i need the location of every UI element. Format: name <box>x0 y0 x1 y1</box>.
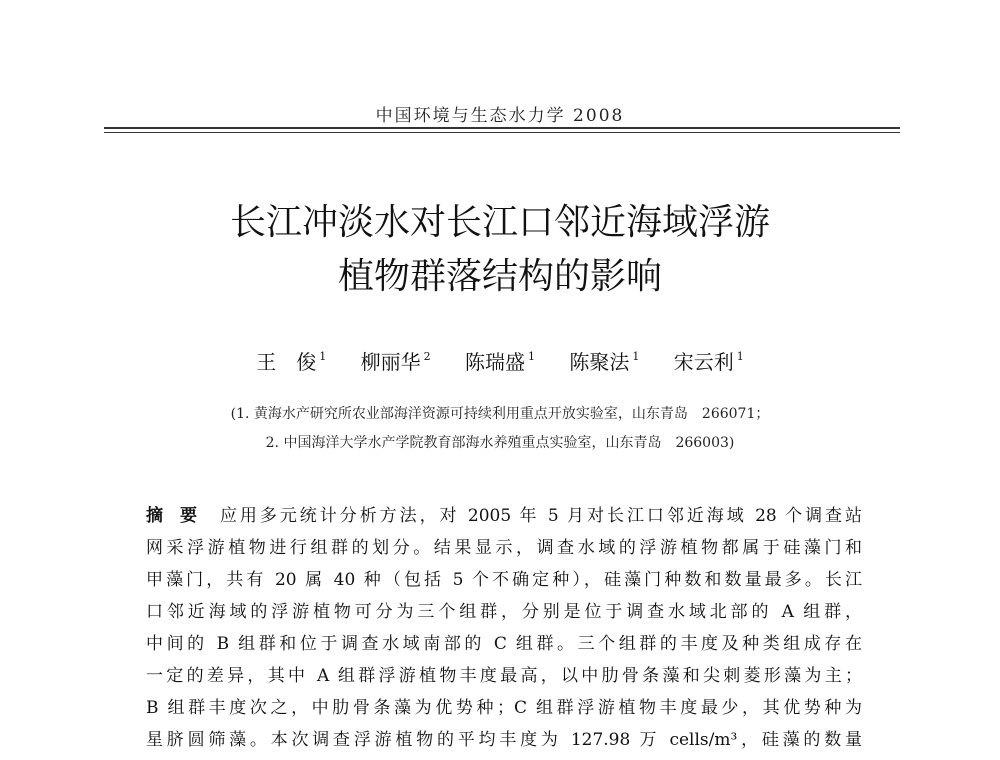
author: 陈瑞盛 $^1$ <box>465 350 535 374</box>
abstract-line: 一定的差异，其中 A 组群浮游植物丰度最高，以中肋骨条藻和尖刺菱形藻为主； <box>146 666 862 686</box>
running-head: 中国环境与生态水力学 2008 <box>375 106 625 126</box>
affiliation-2: 2. 中国海洋大学水产学院教育部海水养殖重点实验室，山东青岛 266003) <box>265 435 735 451</box>
header-rule-thin <box>104 132 900 133</box>
author-list <box>0 346 1000 375</box>
abstract-label: 摘要 <box>146 506 214 526</box>
author: 柳丽华 $^2$ <box>360 350 431 374</box>
abstract-line: 网采浮游植物进行组群的划分。结果显示，调查水域的浮游植物都属于硅藻门和 <box>146 538 862 558</box>
title-line-1: 长江冲淡水对长江口邻近海域浮游 <box>229 202 770 243</box>
abstract-line: 甲藻门，共有 20 属 40 种（包括 5 个不确定种），硅藻门种数和数量最多。长江 <box>146 570 862 590</box>
title-line-2: 植物群落结构的影响 <box>337 256 662 297</box>
paper-title <box>0 196 1000 304</box>
author: 王 俊 $^1$ <box>256 350 327 374</box>
abstract-line: 口邻近海域的浮游植物可分为三个组群，分别是位于调查水域北部的 A 组群， <box>146 602 862 622</box>
author: 宋云利 $^1$ <box>673 350 744 374</box>
abstract-line: 星脐圆筛藻。本次调查浮游植物的平均丰度为 127.98 万 cells/m³，硅藻的数量 <box>146 730 862 750</box>
abstract <box>146 500 862 756</box>
affiliation-1: (1. 黄海水产研究所农业部海洋资源可持续利用重点开放实验室，山东青岛 266071； <box>230 406 770 422</box>
abstract-line: 摘要 应用多元统计分析方法，对 2005 年 5 月对长江口邻近海域 28 个调查站 <box>146 506 862 526</box>
abstract-line: 中间的 B 组群和位于调查水域南部的 C 组群。三个组群的丰度及种类组成存在 <box>146 634 862 654</box>
author: 陈聚法 $^1$ <box>569 350 640 374</box>
header-rule-thick <box>104 127 900 129</box>
abstract-line: B 组群丰度次之，中肋骨条藻为优势种；C 组群浮游植物丰度最少，其优势种为 <box>146 698 862 718</box>
